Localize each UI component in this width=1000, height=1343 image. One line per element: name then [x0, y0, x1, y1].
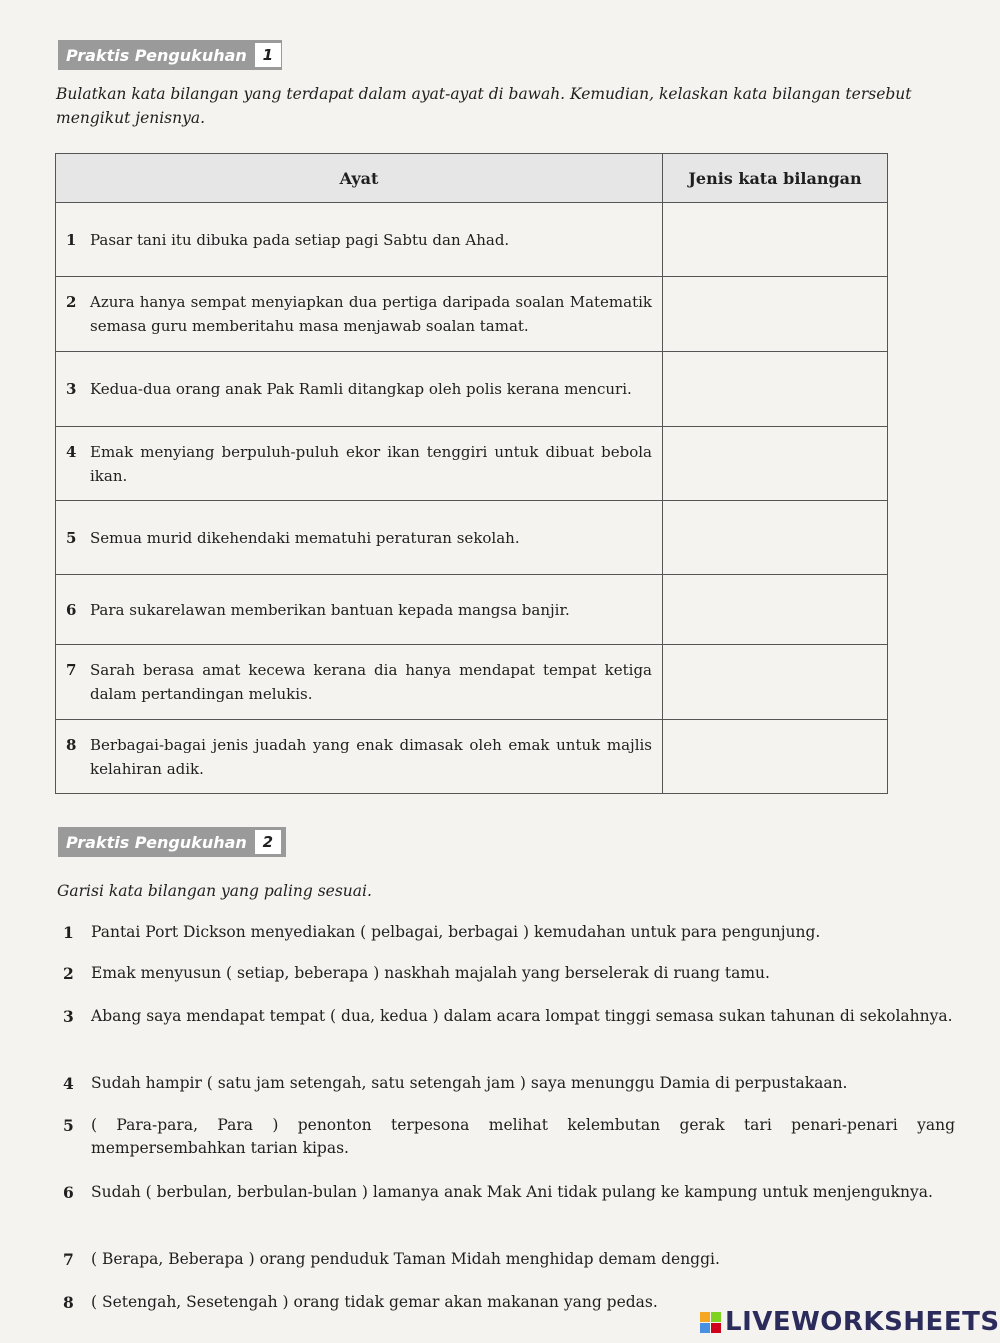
question-number: 3: [63, 1007, 74, 1026]
answer-cell[interactable]: [663, 352, 888, 427]
row-text: Berbagai-bagai jenis juadah yang enak dimasak oleh emak untuk majlis kelahiran adik.: [90, 735, 652, 778]
row-number: 8: [66, 735, 77, 754]
row-number: 6: [66, 600, 77, 619]
answer-cell[interactable]: [663, 203, 888, 277]
row-number: 5: [66, 528, 77, 547]
question-text[interactable]: Sudah ( berbulan, berbulan-bulan ) lamanya anak Mak Ani tidak pulang ke kampung untuk menjenguknya.: [91, 1183, 933, 1201]
row-number: 7: [66, 661, 77, 679]
question-item: [63, 1291, 683, 1314]
ayat-cell: [56, 277, 663, 352]
section2-instruction: Garisi kata bilangan yang paling sesuai.: [57, 882, 372, 900]
question-item: [63, 1181, 955, 1204]
question-text[interactable]: Emak menyusun ( setiap, beberapa ) naskhah majalah yang berselerak di ruang tamu.: [91, 964, 770, 982]
question-item: [63, 1005, 955, 1028]
ayat-cell: [56, 352, 663, 427]
row-number: 4: [66, 442, 77, 461]
question-number: 6: [63, 1183, 74, 1202]
question-text[interactable]: ( Berapa, Beberapa ) orang penduduk Taman Midah menghidap demam denggi.: [91, 1250, 720, 1268]
question-text[interactable]: Abang saya mendapat tempat ( dua, kedua ) dalam acara lompat tinggi semasa sukan tahunan di sekolahnya.: [91, 1007, 953, 1025]
row-text: Kedua-dua orang anak Pak Ramli ditangkap oleh polis kerana mencuri.: [90, 380, 632, 398]
ayat-cell: [56, 575, 663, 645]
question-item: [63, 921, 955, 944]
section1-banner: [58, 40, 282, 70]
question-text[interactable]: Pantai Port Dickson menyediakan ( pelbagai, berbagai ) kemudahan untuk para pengunjung.: [91, 923, 821, 941]
row-text: Para sukarelawan memberikan bantuan kepada mangsa banjir.: [90, 600, 570, 619]
question-number: 1: [63, 923, 74, 942]
ayat-cell: [56, 501, 663, 575]
row-text: Sarah berasa amat kecewa kerana dia hanya mendapat tempat ketiga dalam pertandingan melukis.: [90, 661, 652, 703]
answer-cell[interactable]: [663, 427, 888, 501]
table-row: [56, 427, 888, 501]
question-item: [63, 1114, 955, 1160]
table-row: [56, 720, 888, 794]
section2-banner-number: 2: [255, 830, 281, 854]
ayat-cell: [56, 203, 663, 277]
table-header-jenis: Jenis kata bilangan: [663, 154, 888, 203]
question-number: 5: [63, 1116, 74, 1135]
row-text: Azura hanya sempat menyiapkan dua pertiga daripada soalan Matematik semasa guru memberitahu masa menjawab soalan tamat.: [90, 293, 652, 335]
answer-table: [55, 153, 888, 794]
table-row: [56, 575, 888, 645]
question-number: 2: [63, 964, 74, 983]
answer-cell[interactable]: [663, 645, 888, 720]
row-text: Pasar tani itu dibuka pada setiap pagi Sabtu dan Ahad.: [90, 230, 510, 249]
logo-mark-icon: [700, 1312, 721, 1333]
section1-banner-number: 1: [255, 43, 281, 67]
section2-banner: [58, 827, 286, 857]
row-number: 1: [66, 230, 77, 249]
row-text: Emak menyiang berpuluh-puluh ekor ikan tenggiri untuk dibuat bebola ikan.: [90, 442, 652, 485]
table-row: [56, 203, 888, 277]
ayat-cell: [56, 427, 663, 501]
question-item: [63, 1072, 955, 1095]
question-item: [63, 962, 955, 985]
table-row: [56, 501, 888, 575]
table-row: [56, 645, 888, 720]
answer-cell[interactable]: [663, 575, 888, 645]
logo-text: LIVEWORKSHEETS: [725, 1307, 1000, 1337]
row-number: 2: [66, 293, 77, 311]
answer-cell[interactable]: [663, 501, 888, 575]
question-text[interactable]: Sudah hampir ( satu jam setengah, satu setengah jam ) saya menunggu Damia di perpustakaan.: [91, 1074, 848, 1092]
answer-cell[interactable]: [663, 720, 888, 794]
ayat-cell: [56, 720, 663, 794]
table-row: [56, 277, 888, 352]
row-number: 3: [66, 380, 77, 398]
row-text: Semua murid dikehendaki mematuhi peraturan sekolah.: [90, 528, 520, 547]
question-text[interactable]: ( Setengah, Sesetengah ) orang tidak gemar akan makanan yang pedas.: [91, 1293, 658, 1311]
section1-banner-title: Praktis Pengukuhan: [66, 45, 247, 65]
table-header-ayat: Ayat: [56, 154, 663, 203]
section2-banner-title: Praktis Pengukuhan: [66, 832, 247, 852]
question-number: 4: [63, 1074, 74, 1093]
ayat-cell: [56, 645, 663, 720]
question-number: 8: [63, 1293, 74, 1312]
question-text[interactable]: ( Para-para, Para ) penonton terpesona melihat kelembutan gerak tari penari-penari yang mempersembahkan tarian kipas.: [91, 1116, 955, 1157]
answer-cell[interactable]: [663, 277, 888, 352]
liveworksheets-logo: [700, 1305, 1000, 1339]
question-item: [63, 1248, 955, 1271]
table-row: [56, 352, 888, 427]
section1-instruction: Bulatkan kata bilangan yang terdapat dalam ayat-ayat di bawah. Kemudian, kelaskan kata bilangan tersebut mengikut jenisnya.: [56, 85, 912, 127]
question-number: 7: [63, 1250, 74, 1269]
